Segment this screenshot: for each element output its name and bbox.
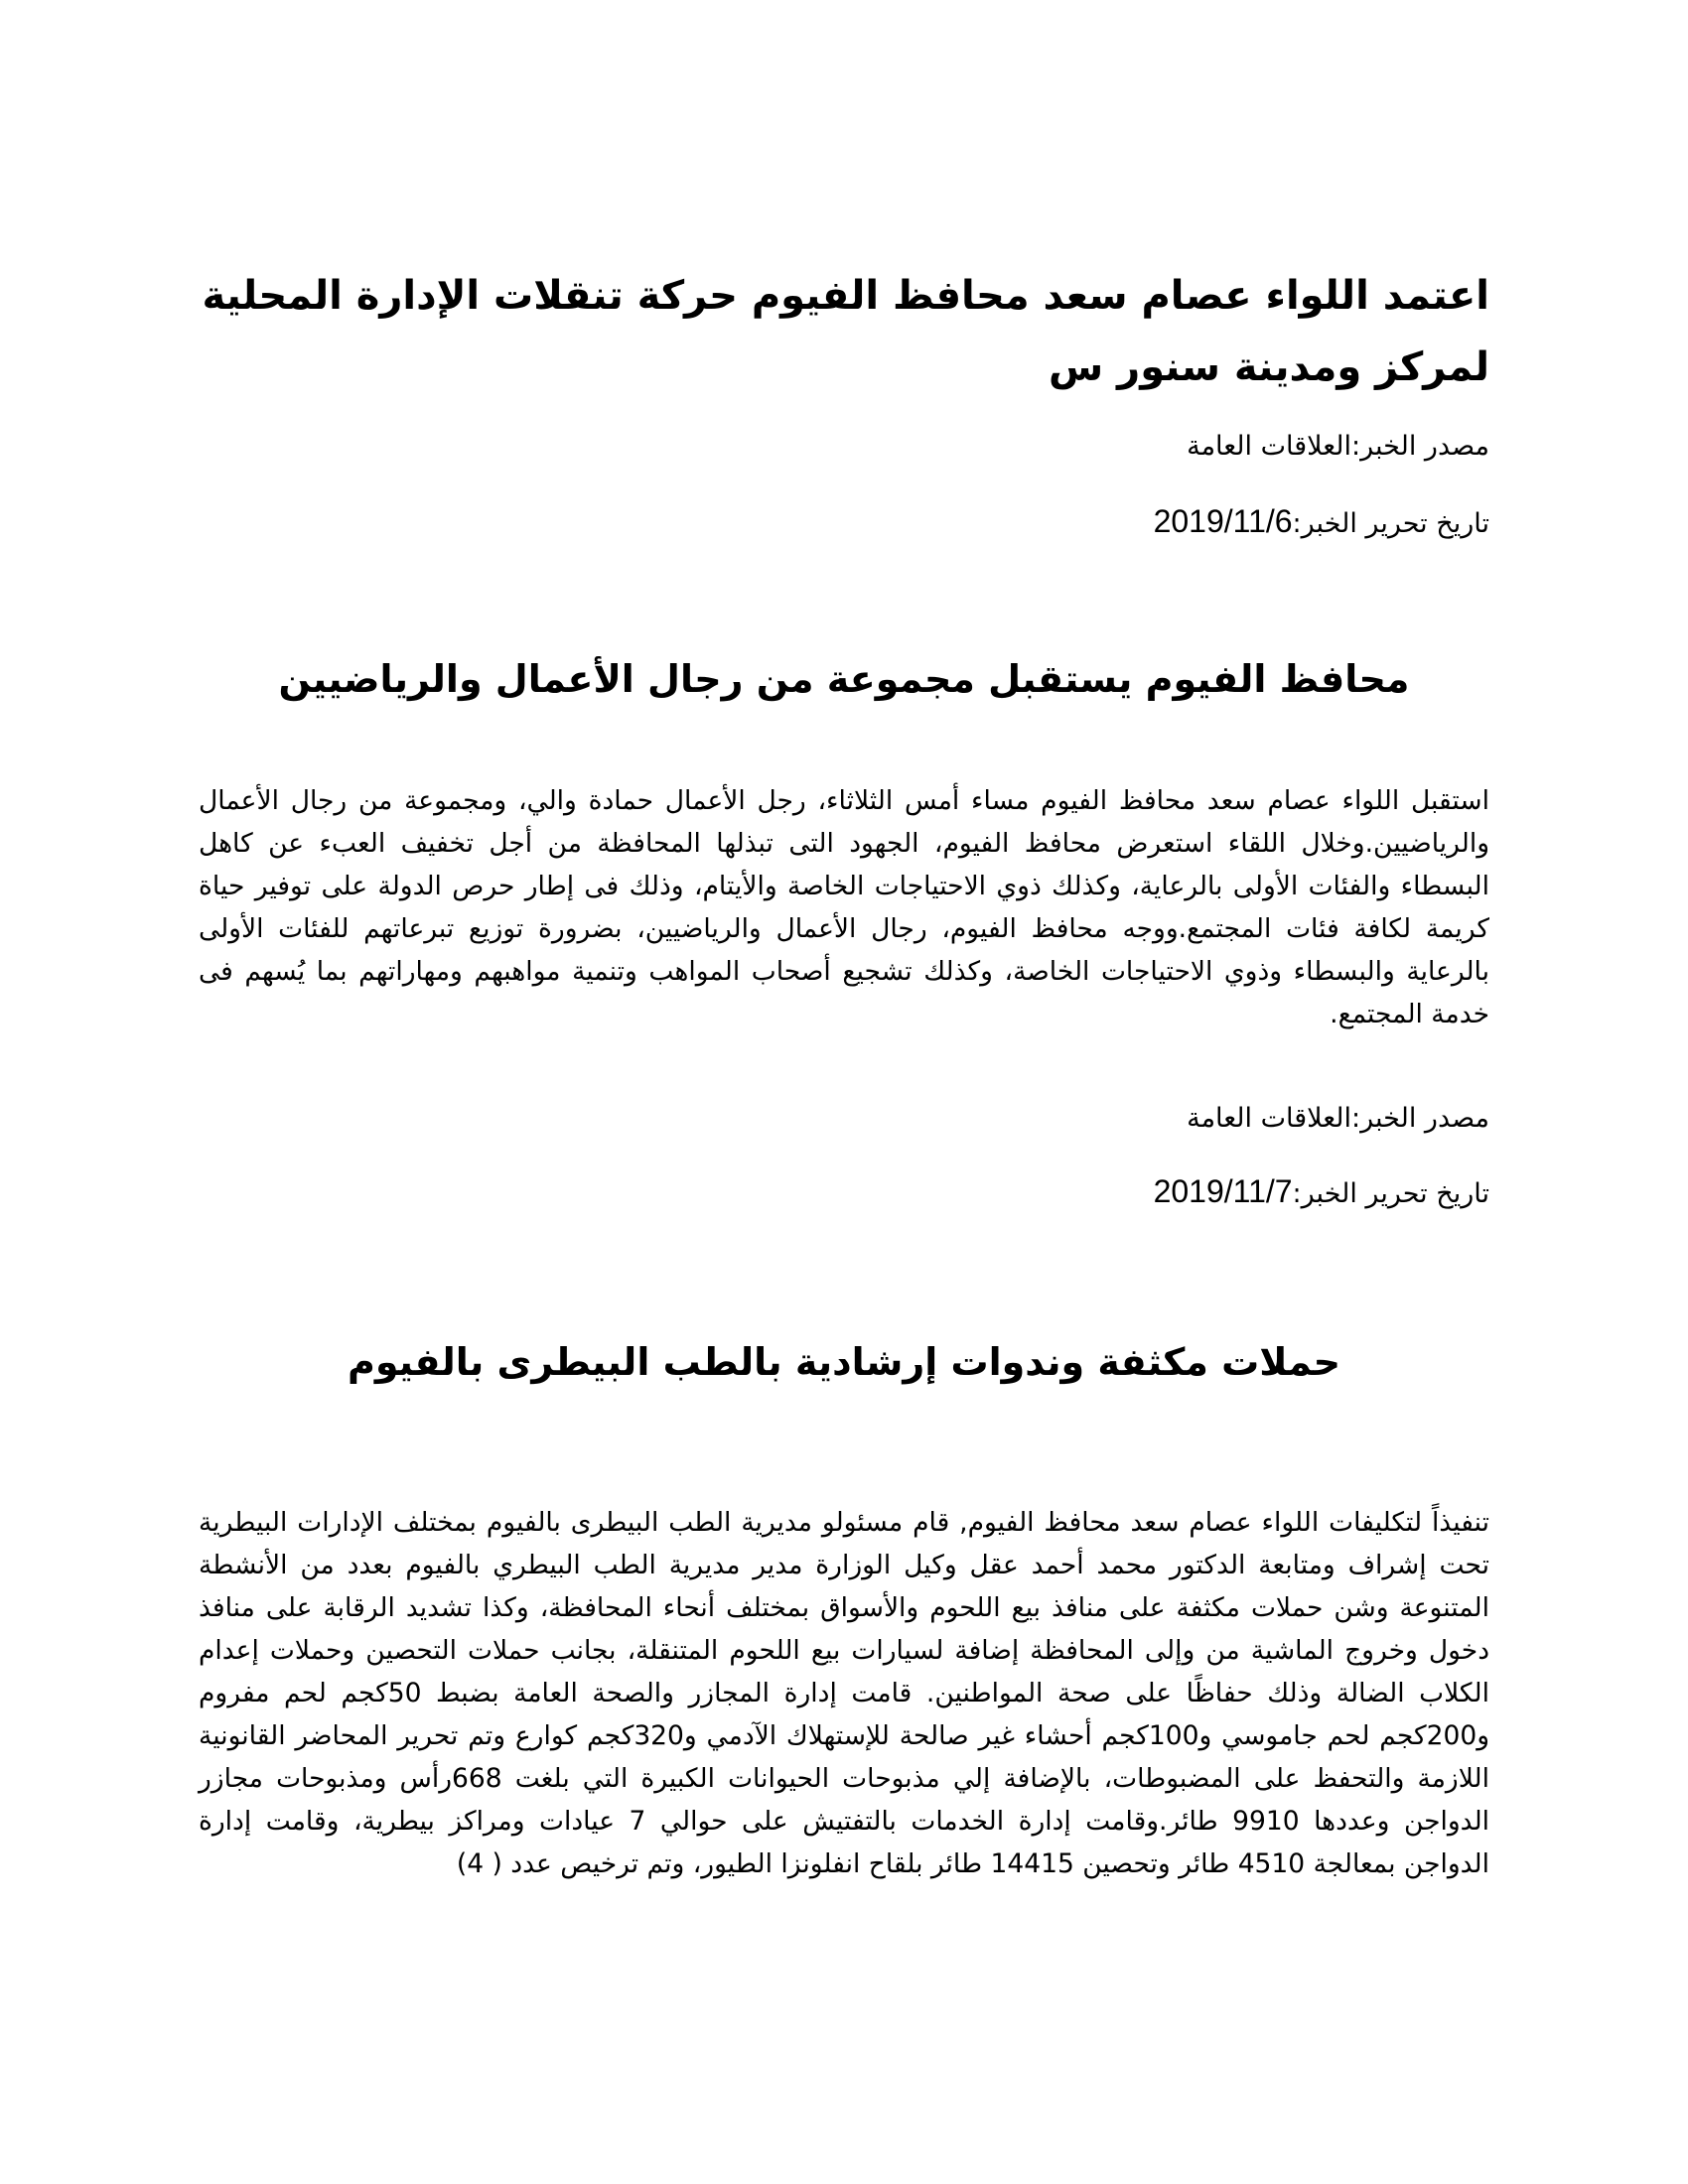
section2-source-line — [199, 1099, 1489, 1139]
section2-date-line — [199, 1171, 1489, 1214]
section2-source-value: العلاقات العامة — [1187, 1103, 1352, 1134]
section1-source-value: العلاقات العامة — [1187, 431, 1352, 462]
section1-date-value: 2019/11/6 — [1153, 503, 1293, 539]
section1-title: اعتمد اللواء عصام سعد محافظ الفيوم حركة تنقلات الإدارة المحلية لمركز ومدينة سنور س — [202, 273, 1489, 390]
section3-headline: حملات مكثفة وندوات إرشادية بالطب البيطرى بالفيوم — [347, 1340, 1341, 1384]
section1-source-label: مصدر الخبر: — [1351, 431, 1489, 462]
section1-date-line — [199, 501, 1489, 544]
section2-body: استقبل اللواء عصام سعد محافظ الفيوم مساء أمس الثلاثاء، رجل الأعمال حمادة والي، ومجموعة من رجال الأعمال والرياضيين.وخلال اللقاء استعرض محافظ الفيوم، الجهود التى تبذلها المحافظة من أجل تخفيف العبء عن كاهل البسطاء والفئات الأولى بالرعاية، وكذلك ذوي الاحتياجات الخاصة والأيتام، وذلك فى إطار حرص الدولة على توفير حياة كريمة لكافة فئات المجتمع.ووجه محافظ الفيوم، رجال الأعمال والرياضيين، بضرورة توزيع تبرعاتهم للفئات الأولى بالرعاية والبسطاء وذوي الاحتياجات الخاصة، وكذلك تشجيع أصحاب المواهب وتنمية مواهبهم ومهاراتهم بما يُسهم فى خدمة المجتمع. — [199, 785, 1489, 1029]
section3-body: تنفيذاً لتكليفات اللواء عصام سعد محافظ الفيوم, قام مسئولو مديرية الطب البيطرى بالفيوم بمختلف الإدارات البيطرية تحت إشراف ومتابعة الدكتور محمد أحمد عقل وكيل الوزارة مدير مديرية الطب البيطري بالفيوم بعدد من الأنشطة المتنوعة وشن حملات مكثفة على منافذ بيع اللحوم والأسواق بمختلف أنحاء المحافظة، وكذا تشديد الرقابة على منافذ دخول وخروج الماشية من وإلى المحافظة إضافة لسيارات بيع اللحوم المتنقلة، بجانب حملات التحصين وحملات إعدام الكلاب الضالة وذلك حفاظًا على صحة المواطنين. قامت إدارة المجازر والصحة العامة بضبط 50كجم لحم مفروم و200كجم لحم جاموسي و100كجم أحشاء غير صالحة للإستهلاك الآدمي و320كجم كوارع وتم تحرير المحاضر القانونية اللازمة والتحفظ على المضبوطات، بالإضافة إلي مذبوحات الحيوانات الكبيرة التي بلغت 668رأس ومذبوحات مجازر الدواجن وعددها 9910 طائر.وقامت إدارة الخدمات بالتفتيش على حوالي 7 عيادات ومراكز بيطرية، وقامت إدارة الدواجن بمعالجة 4510 طائر وتحصين 14415 طائر بلقاح انفلونزا الطيور، وتم ترخيص عدد ( 4) — [199, 1507, 1490, 1879]
section1-date-label: تاريخ تحرير الخبر: — [1292, 508, 1489, 539]
section2-date-value: 2019/11/7 — [1153, 1173, 1293, 1209]
section2-source-label: مصدر الخبر: — [1351, 1103, 1489, 1134]
section1-source-line — [199, 427, 1489, 467]
section2-headline: محافظ الفيوم يستقبل مجموعة من رجال الأعمال والرياضيين — [278, 657, 1410, 701]
section2-date-label: تاريخ تحرير الخبر: — [1292, 1178, 1489, 1209]
